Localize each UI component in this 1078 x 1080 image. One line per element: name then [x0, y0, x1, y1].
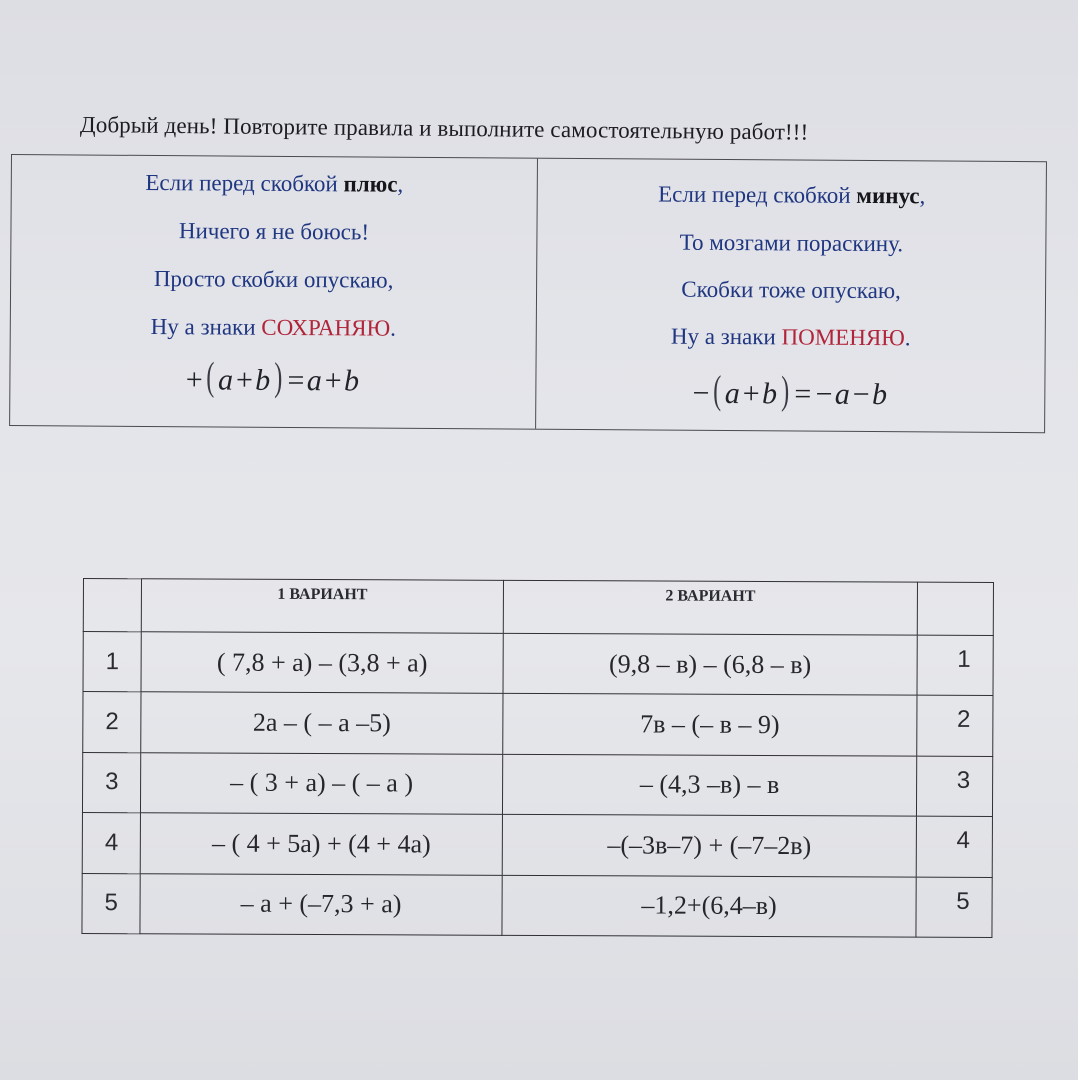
variant-1-expression: 2а – ( – а –5)	[141, 692, 503, 754]
table-row	[83, 632, 993, 696]
minus-rule-line-3: Скобки тоже опускаю,	[681, 276, 901, 304]
variant-2-header: 2 ВАРИАНТ	[503, 580, 917, 635]
exercise-header-row	[83, 579, 993, 636]
plus-formula-inner: a+b	[217, 363, 272, 397]
table-row	[82, 752, 992, 816]
plus-rule-line-4-prefix: Ну а знаки	[150, 313, 262, 340]
corner-right-cell	[917, 582, 993, 635]
minus-formula-inner: a+b	[724, 376, 779, 411]
minus-formula-result: =−a−b	[792, 377, 889, 412]
variant-1-expression: – ( 3 + а) – ( – а )	[140, 753, 502, 815]
plus-rule-column	[10, 155, 537, 429]
row-number-right: 1	[917, 635, 993, 696]
corner-left-cell	[83, 579, 141, 632]
variant-1-expression: ( 7,8 + а) – (3,8 + а)	[141, 632, 503, 694]
row-number-right: 4	[916, 816, 992, 877]
variant-2-expression: (9,8 – в) – (6,8 – в)	[503, 633, 917, 695]
minus-rule-line-4	[537, 323, 1045, 353]
plus-keyword: плюс	[343, 171, 398, 197]
variant-1-header: 1 ВАРИАНТ	[141, 579, 503, 634]
plus-rule-line-4	[11, 313, 536, 343]
minus-rule-line-2: То мозгами пораскину.	[679, 229, 904, 257]
variant-1-expression: – а + (–7,3 + а)	[140, 873, 502, 935]
variant-2-expression: –(–3в–7) + (–7–2в)	[502, 815, 916, 877]
minus-keyword: минус	[856, 182, 920, 209]
minus-formula: −(a+b)=−a−b	[692, 366, 889, 413]
minus-rule-column	[536, 159, 1046, 433]
keep-signs-word: СОХРАНЯЮ	[261, 314, 391, 341]
variant-2-expression: 7в – (– в – 9)	[503, 694, 917, 756]
minus-rule-line-4-prefix: Ну а знаки	[670, 323, 782, 350]
variant-1-expression: – ( 4 + 5а) + (4 + 4а)	[140, 813, 502, 875]
minus-rule-line-1-suffix: ,	[919, 183, 926, 209]
row-number-right: 2	[917, 696, 993, 757]
table-row	[83, 692, 993, 756]
table-row	[82, 873, 992, 937]
greeting-heading: Добрый день! Повторите правила и выполните самостоятельную работ!!!	[79, 112, 809, 145]
exercise-table	[81, 578, 993, 938]
rules-table	[9, 154, 1047, 433]
minus-rule-line-1	[538, 181, 1046, 211]
variant-2-expression: – (4,3 –в) – в	[502, 754, 916, 816]
minus-rule-line-1-prefix: Если перед скобкой	[658, 181, 857, 208]
row-number-right: 3	[916, 756, 992, 817]
row-number-left: 1	[83, 632, 141, 693]
plus-rule-line-2: Ничего я не боюсь!	[178, 218, 370, 245]
plus-rule-line-1	[12, 169, 537, 199]
plus-rule-line-4-suffix: .	[390, 315, 396, 341]
variant-2-expression: –1,2+(6,4–в)	[502, 875, 916, 937]
row-number-left: 2	[83, 692, 141, 753]
plus-rule-line-3: Просто скобки опускаю,	[153, 266, 394, 293]
change-signs-word: ПОМЕНЯЮ	[781, 324, 905, 351]
row-number-left: 3	[82, 752, 140, 813]
row-number-left: 4	[82, 813, 140, 874]
minus-rule-line-4-suffix: .	[904, 325, 911, 351]
plus-rule-line-1-prefix: Если перед скобкой	[145, 169, 344, 197]
table-row	[82, 813, 992, 877]
minus-formula-sign: −	[692, 376, 711, 410]
plus-formula-sign: +	[185, 363, 204, 397]
plus-rule-line-1-suffix: ,	[397, 171, 404, 197]
plus-formula-result: =a+b	[285, 363, 361, 398]
plus-formula: +(a+b)=a+b	[185, 353, 361, 399]
row-number-left: 5	[82, 873, 140, 934]
row-number-right: 5	[916, 877, 992, 938]
